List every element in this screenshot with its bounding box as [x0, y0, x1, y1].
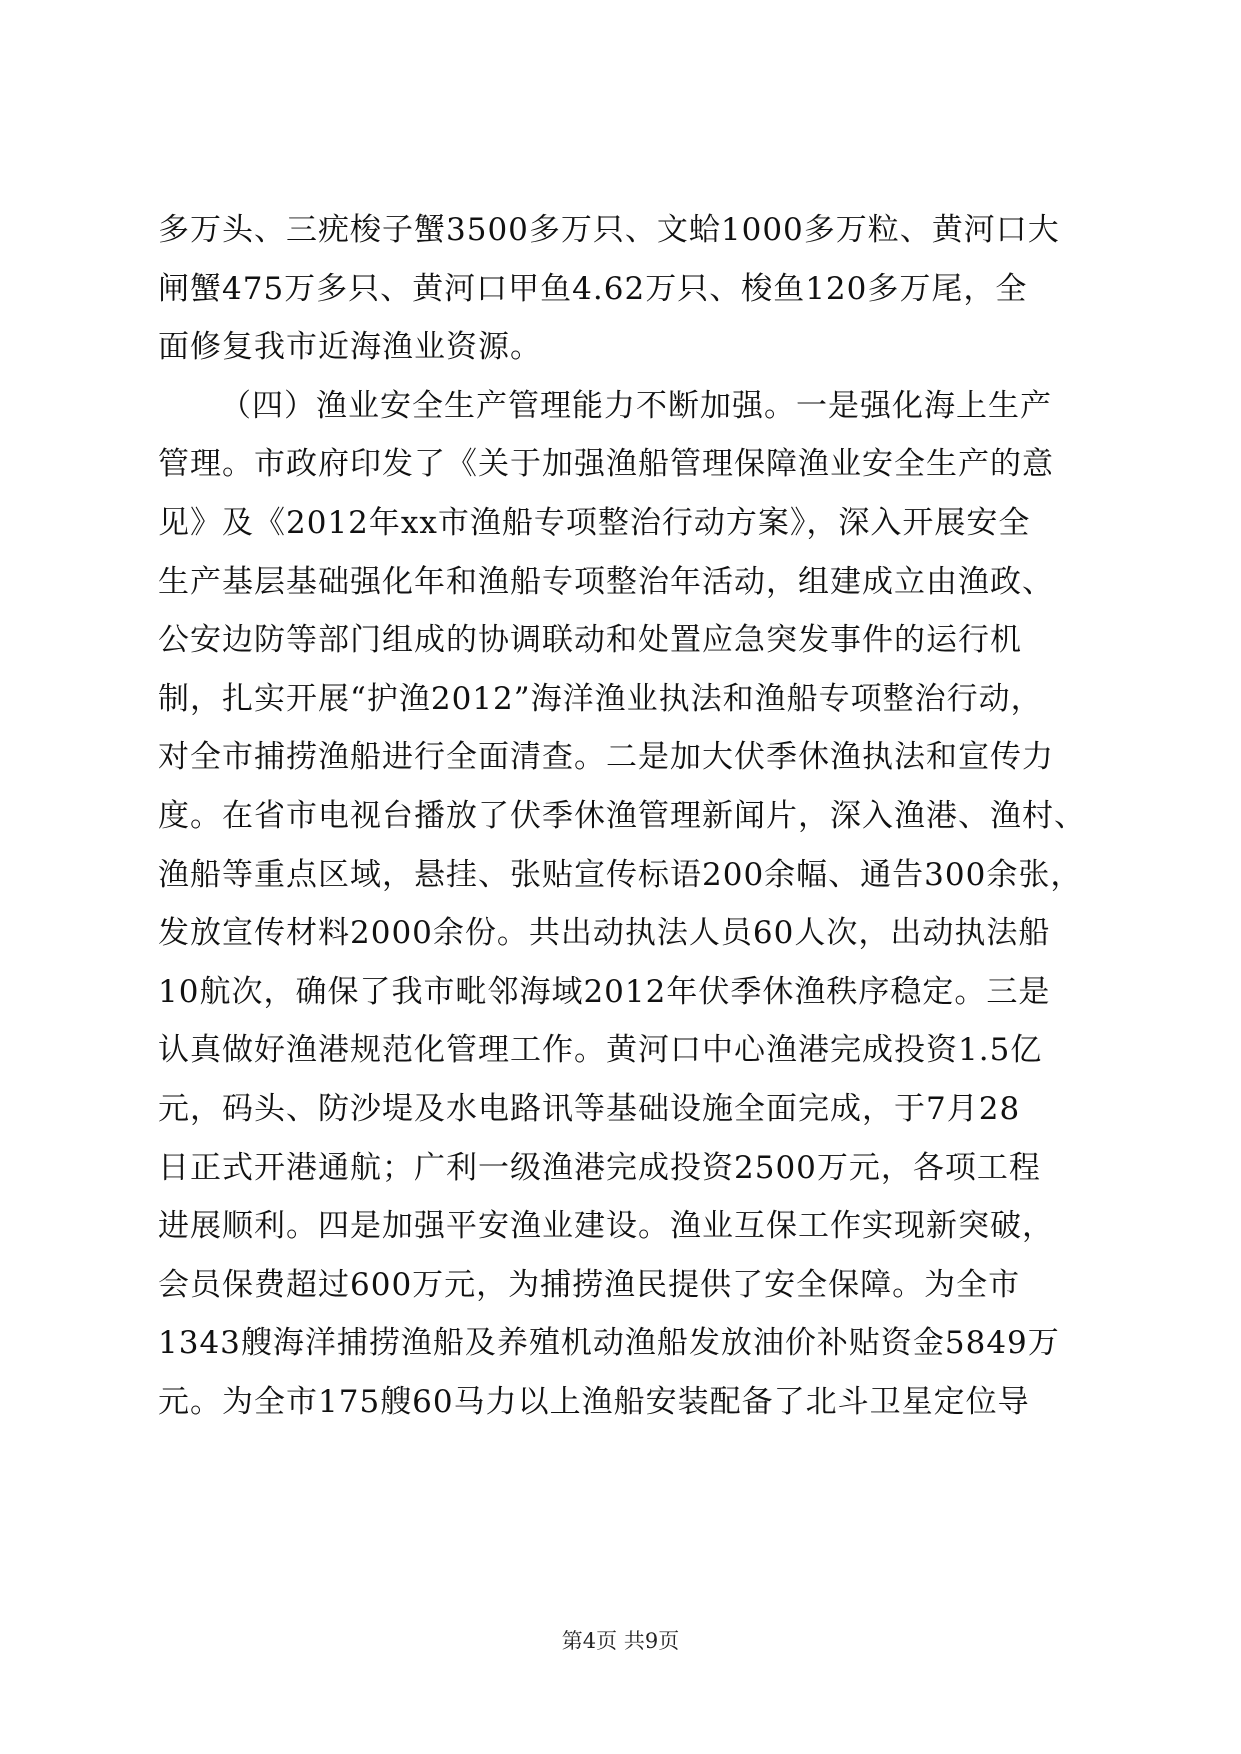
text-line: 公安边防等部门组成的协调联动和处置应急突发事件的运行机 — [158, 622, 1022, 659]
page-number-footer: 第4页 共9页 — [561, 1629, 680, 1653]
text-line: 元，码头、防沙堤及水电路讯等基础设施全面完成，于7月28 — [158, 1090, 1021, 1127]
text-line: 进展顺利。四是加强平安渔业建设。渔业互保工作实现新突破， — [158, 1208, 1054, 1245]
body-text — [158, 201, 1088, 1431]
text-line: 多万头、三疣梭子蟹3500多万只、文蛤1000多万粒、黄河口大 — [158, 212, 1060, 248]
text-line: 认真做好渔港规范化管理工作。黄河口中心渔港完成投资1.5亿 — [158, 1032, 1043, 1069]
text-line: 日正式开港通航；广利一级渔港完成投资2500万元，各项工程 — [158, 1149, 1041, 1186]
text-line: 闸蟹475万多只、黄河口甲鱼4.62万只、梭鱼120多万尾，全 — [158, 270, 1028, 307]
text-line: 会员保费超过600万元，为捕捞渔民提供了安全保障。为全市 — [158, 1266, 1021, 1303]
text-line: 生产基层基础强化年和渔船专项整治年活动，组建成立由渔政、 — [158, 563, 1054, 600]
text-line: 度。在省市电视台播放了伏季休渔管理新闻片，深入渔港、渔村、 — [158, 797, 1086, 834]
text-line: 对全市捕捞渔船进行全面清查。二是加大伏季休渔执法和宣传力 — [158, 739, 1054, 776]
text-line: 1343艘海洋捕捞渔船及养殖机动渔船发放油价补贴资金5849万 — [158, 1325, 1060, 1362]
text-line: 见》及《2012年xx市渔船专项整治行动方案》，深入开展安全 — [158, 504, 1031, 541]
text-line: （四）渔业安全生产管理能力不断加强。一是强化海上生产 — [220, 387, 1052, 424]
text-line: 管理。市政府印发了《关于加强渔船管理保障渔业安全生产的意 — [158, 446, 1054, 483]
text-line: 面修复我市近海渔业资源。 — [158, 329, 542, 366]
text-line: 渔船等重点区域，悬挂、张贴宣传标语200余幅、通告300余张， — [158, 856, 1083, 893]
text-line: 元。为全市175艘60马力以上渔船安装配备了北斗卫星定位导 — [158, 1383, 1030, 1420]
text-line: 发放宣传材料2000余份。共出动执法人员60人次，出动执法船 — [158, 915, 1051, 952]
text-line: 制，扎实开展“护渔2012”海洋渔业执法和渔船专项整治行动， — [158, 680, 1043, 717]
text-line: 10航次，确保了我市毗邻海域2012年伏季休渔秩序稳定。三是 — [158, 973, 1051, 1010]
